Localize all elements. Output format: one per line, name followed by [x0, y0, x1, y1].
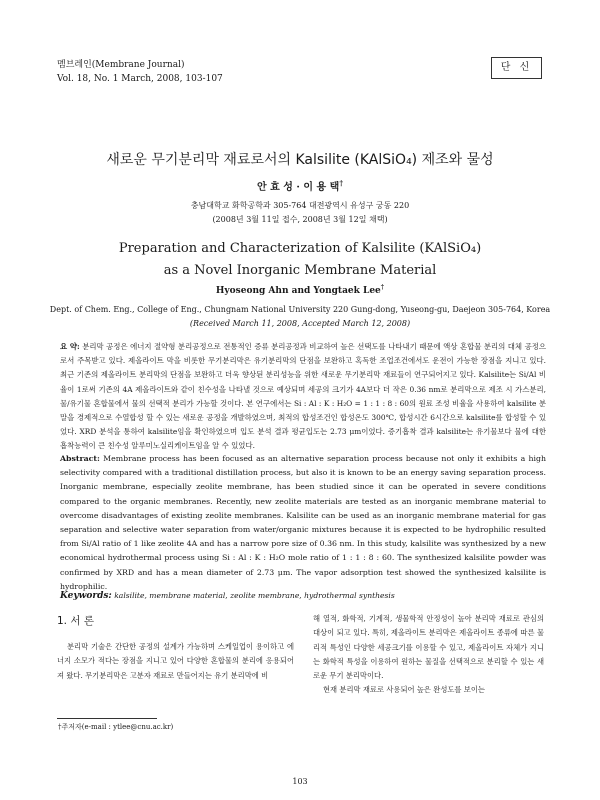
english-affiliation: Dept. of Chem. Eng., College of Eng., Chungnam National University 220 Gung-dong, Yuseong-gu, Daejeon 305-764, Korea [49, 305, 551, 314]
english-abstract [60, 452, 546, 594]
journal-volume: Vol. 18, No. 1 March, 2008, 103-107 [57, 74, 223, 84]
english-received-date: (Received March 11, 2008, Accepted March 12, 2008) [189, 319, 411, 328]
journal-name: 멤브레인(Membrane Journal) [57, 60, 185, 70]
english-title-line1: Preparation and Characterization of Kalsilite (KAlSiO₄) [118, 241, 482, 256]
journal-header [57, 58, 223, 86]
intro-left-column: 분리막 기술은 간단한 공정의 설계가 가능하며 스케일업이 용이하고 에너지 소모가 적다는 장점을 지니고 있어 다양한 혼합물의 분리에 응용되어져 왔다. 무기분리막은 고분자 재료로 만들어지는 유기 분리막에 비 [57, 642, 294, 680]
footnote: †주저자(e-mail : ytlee@cnu.ac.kr) [58, 723, 174, 731]
english-title [0, 238, 600, 282]
keywords-text: kalsilite, membrane material, zeolite membrane, hydrothermal synthesis [114, 591, 395, 600]
article-type-badge: 단 신 [491, 57, 542, 79]
english-title-line2: as a Novel Inorganic Membrane Material [163, 263, 437, 278]
footnote-divider [57, 718, 157, 719]
corresponding-mark: † [339, 178, 343, 188]
korean-abstract [60, 340, 546, 454]
korean-authors [0, 178, 600, 193]
corresponding-mark-en: † [380, 284, 385, 291]
intro-right-paragraph-2: 현재 분리막 재료로 사용되어 높은 완성도를 보이는 [323, 685, 485, 695]
korean-abstract-text: 분리막 공정은 에너지 절약형 분리공정으로 전통적인 증류 분리공정과 비교하여 높은 선택도를 나타내기 때문에 액상 혼합물 분리의 대체 공정으로서 주목받고 있다. 제올라이트 막을 비롯한 무기분리막은 유기분리막의 단점을 보완하고 혹독한 조업조건에서도 운전이 가능한 장점을 지니고 있다. 최근 기존의 제올라이트 분리막의 단점을 보완하고 더욱 향상된 분리성능을 위한 새로운 무기분리막 재료들이 연구되어지고 있다. Kalsilite는 Si/Al 비율이 1로써 기존의 4A 제올라이트와 같이 친수성을 나타낼 것으로 예상되며 세공의 크기가 4A보다 더 작은 0.36 nm로 분리막으로 제조 시 가스분리, 물/유기물 혼합물에서 물의 선택적 분리가 가능할 것이다. 본 연구에서는 Si : Al : K : H₂O = 1 : 1 : 8 : 60의 원료 조성 비율을 사용하여 kalsilite 분말을 경제적으로 수열합성 할 수 있는 새로운 공정을 개발하였으며, 최적의 합성조건인 합성온도 300℃, 합성시간 6시간으로 kalsilite를 합성할 수 있었다. XRD 분석을 통하여 kalsilite임을 확인하였으며 입도 분석 결과 평균입도는 2.73 μm이었다. 증기흡착 결과 kalsilite는 유기물보다 물에 대한 흡착능력이 큰 친수성 알루미노실리케이트임을 알 수 있었다. [60, 342, 546, 451]
page-number: 103 [292, 777, 308, 786]
korean-author-names: 안 효 성 · 이 용 택 [256, 182, 340, 193]
korean-affiliation: 충남대학교 화학공학과 305-764 대전광역시 유성구 궁동 220 [190, 201, 410, 210]
english-abstract-label: Abstract: [60, 454, 100, 463]
keywords-label: Keywords: [60, 591, 112, 601]
korean-received-date: (2008년 3월 11일 접수, 2008년 3월 12일 채택) [212, 215, 388, 224]
korean-title: 새로운 무기분리막 재료로서의 Kalsilite (KAlSiO₄) 제조와 물성 [106, 152, 494, 168]
intro-right-column [313, 612, 544, 698]
english-abstract-text: Membrane process has been focused as an alternative separation process because not only it exhibits a high selectivity compared with a traditional distillation process, but also it is known to be an energy saving separation process. Inorganic membrane, especially zeolite membrane, has been studied since it can be operated in severe conditions compared to the organic membranes. Recently, new zeolite materials are tested as an inorganic membrane material to overcome disadvantages of existing zeolite membranes. Kalsilite can be used as an inorganic membrane material for gas separation and selective water separation from water/organic mixtures because it is expected to be hydrophilic resulted from Si/Al ratio of 1 like zeolite 4A and has a narrow pore size of 0.36 nm. In this study, kalsilite was synthesized by a new economical hydrothermal process using Si : Al : K : H₂O mole ratio of 1 : 1 : 8 : 60. The synthesized kalsilite powder was confirmed by XRD and has a mean diameter of 2.73 μm. The vapor adsorption test showed the synthesized kalsilite is hydrophilic. [60, 454, 546, 591]
keywords [60, 591, 546, 601]
intro-right-paragraph-1: 해 열적, 화학적, 기계적, 생물학적 안정성이 높아 분리막 재료로 관심의 대상이 되고 있다. 특히, 제올라이트 분리막은 제올라이트 종류에 따른 물리적 특성인 다양한 세공크기를 이용할 수 있고, 제올라이트 자체가 지니는 화학적 특성을 이용하여 원하는 물질을 선택적으로 분리할 수 있는 새로운 무기 분리막이다. [313, 614, 544, 681]
korean-abstract-label: 요 약: [60, 342, 80, 351]
english-authors [0, 286, 600, 296]
english-author-names: Hyoseong Ahn and Yongtaek Lee [215, 286, 381, 296]
section-heading-introduction: 1. 서 론 [57, 615, 94, 627]
